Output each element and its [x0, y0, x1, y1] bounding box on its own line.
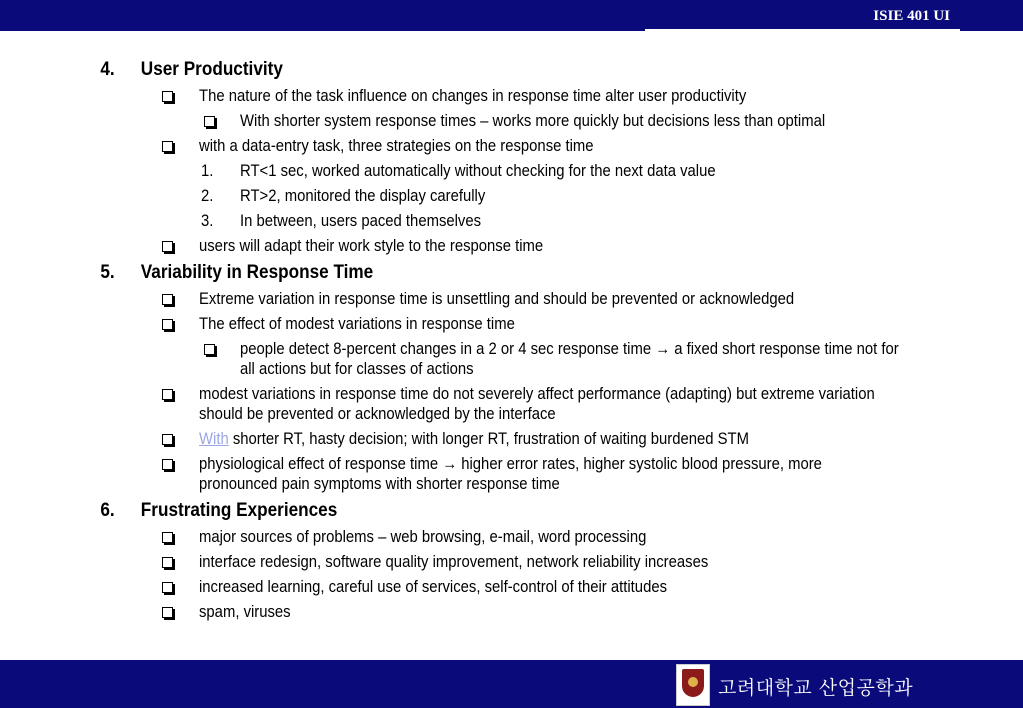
checkbox-bullet-icon	[162, 582, 173, 593]
checkbox-bullet-icon	[162, 434, 173, 445]
section-heading	[0, 497, 900, 525]
checkbox-bullet-icon	[162, 294, 173, 305]
checkbox-bullet-icon	[162, 241, 173, 252]
checkbox-bullet-icon	[162, 532, 173, 543]
checkbox-bullet-icon	[162, 91, 173, 102]
section-title: Variability in Response Time	[140, 261, 374, 283]
bottom-banner	[0, 660, 1023, 708]
numbered-item: 3. In between, users paced themselves	[201, 212, 482, 230]
checkbox-bullet-icon	[162, 389, 173, 400]
checkbox-bullet-icon	[162, 557, 173, 568]
item-number: 2.	[201, 187, 214, 205]
bullet-item: Extreme variation in response time is unsettling and should be prevented or acknowledged	[0, 287, 1023, 312]
slide-content	[0, 56, 1023, 625]
bullet-item: With shorter RT, hasty decision; with longer RT, frustration of waiting burdened STM	[0, 427, 1023, 452]
section-heading	[0, 56, 900, 84]
checkbox-bullet-icon	[162, 459, 173, 470]
university-crest-icon	[676, 664, 710, 706]
sub-bullet-item: With shorter system response times – works more quickly but decisions less than optimal	[0, 109, 1023, 134]
checkbox-bullet-icon	[162, 141, 173, 152]
numbered-item: 1. RT<1 sec, worked automatically without checking for the next data value	[201, 162, 716, 180]
bullet-item: major sources of problems – web browsing, e-mail, word processing	[0, 525, 1023, 550]
section-title: Frustrating Experiences	[140, 499, 338, 521]
bullet-item: with a data-entry task, three strategies on the response time	[0, 134, 1023, 159]
bullet-item: modest variations in response time do not severely affect performance (adapting) but extreme variation should be prevented or acknowledged by the interface	[0, 382, 1023, 427]
section-number: 5.	[100, 261, 115, 283]
bullet-item: spam, viruses	[0, 600, 1023, 625]
section-number: 4.	[100, 58, 115, 80]
bullet-item: interface redesign, software quality improvement, network reliability increases	[0, 550, 1023, 575]
numbered-item: 2. RT>2, monitored the display carefully	[201, 187, 486, 205]
bullet-item: physiological effect of response time → higher error rates, higher systolic blood pressure, more pronounced pain symptoms with shorter response time	[0, 452, 1023, 497]
arrow-right-icon: →	[442, 455, 458, 473]
course-tag: ISIE 401 UI	[873, 8, 950, 24]
bullet-item: The effect of modest variations in response time	[0, 312, 1023, 337]
organization-name: 고려대학교 산업공학과	[718, 677, 914, 699]
item-number: 1.	[201, 162, 214, 180]
item-number: 3.	[201, 212, 214, 230]
checkbox-bullet-icon	[204, 116, 215, 127]
checkbox-bullet-icon	[204, 344, 215, 355]
checkbox-bullet-icon	[162, 319, 173, 330]
banner-divider	[645, 29, 960, 31]
with-link[interactable]: With	[199, 430, 229, 448]
bullet-item: users will adapt their work style to the response time	[0, 234, 1023, 259]
bullet-item: increased learning, careful use of services, self-control of their attitudes	[0, 575, 1023, 600]
checkbox-bullet-icon	[162, 607, 173, 618]
sub-bullet-item: people detect 8-percent changes in a 2 or 4 sec response time → a fixed short response time not for all actions but for classes of actions	[0, 337, 1023, 382]
section-number: 6.	[100, 499, 115, 521]
section-heading	[0, 259, 900, 287]
section-title: User Productivity	[140, 58, 283, 80]
arrow-right-icon: →	[655, 340, 671, 358]
bullet-item: The nature of the task influence on changes in response time alter user productivity	[0, 84, 1023, 109]
top-banner	[0, 0, 1023, 31]
